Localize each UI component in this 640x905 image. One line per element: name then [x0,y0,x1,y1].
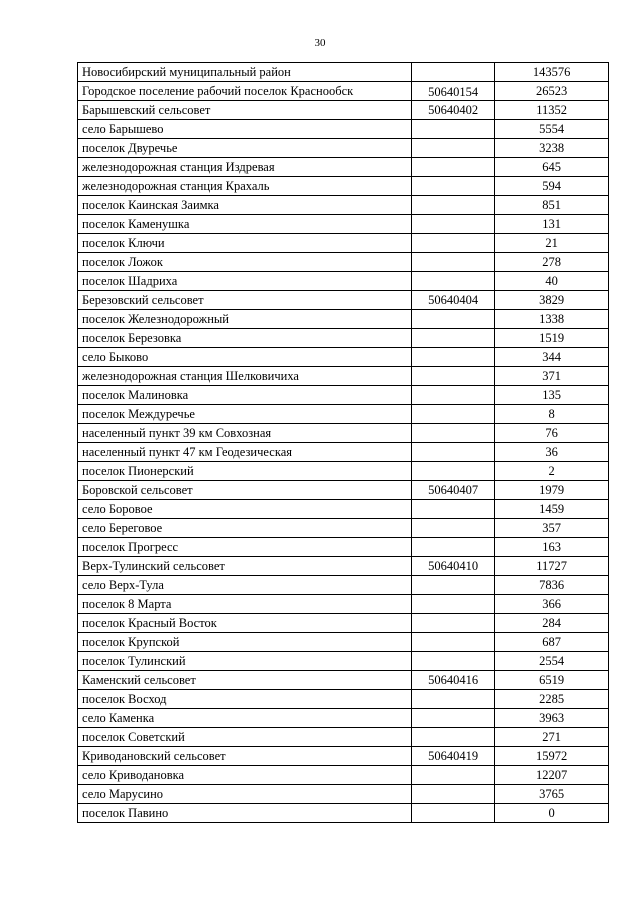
settlement-name-cell: железнодорожная станция Издревая [78,158,412,177]
table-row [78,310,609,329]
population-cell: 12207 [495,766,609,785]
table-row [78,500,609,519]
table-row [78,405,609,424]
oktmo-code-cell [412,386,495,405]
settlement-name-cell: поселок Березовка [78,329,412,348]
oktmo-code-cell: 50640402 [412,101,495,120]
population-cell: 0 [495,804,609,823]
oktmo-code-cell [412,576,495,595]
settlement-name-cell: Криводановский сельсовет [78,747,412,766]
table-row [78,804,609,823]
population-cell: 2554 [495,652,609,671]
population-cell: 357 [495,519,609,538]
table-row [78,519,609,538]
settlement-name-cell: железнодорожная станция Крахаль [78,177,412,196]
population-cell: 40 [495,272,609,291]
population-cell: 5554 [495,120,609,139]
settlement-name-cell: село Барышево [78,120,412,139]
oktmo-code-cell [412,519,495,538]
population-cell: 8 [495,405,609,424]
population-cell: 163 [495,538,609,557]
population-cell: 21 [495,234,609,253]
population-cell: 11727 [495,557,609,576]
settlement-name-cell: село Боровое [78,500,412,519]
population-cell: 15972 [495,747,609,766]
settlement-name-cell: поселок Ложок [78,253,412,272]
table-row [78,272,609,291]
population-cell: 135 [495,386,609,405]
table-row [78,63,609,82]
oktmo-code-cell [412,234,495,253]
table-row [78,481,609,500]
table-row [78,785,609,804]
settlement-name-cell: Верх-Тулинский сельсовет [78,557,412,576]
table-row [78,443,609,462]
settlement-name-cell: поселок Павино [78,804,412,823]
settlement-name-cell: населенный пункт 39 км Совхозная [78,424,412,443]
settlement-name-cell: поселок Ключи [78,234,412,253]
settlement-name-cell: поселок Крупской [78,633,412,652]
oktmo-code-cell [412,158,495,177]
population-cell: 3829 [495,291,609,310]
oktmo-code-cell [412,253,495,272]
population-cell: 3765 [495,785,609,804]
population-cell: 344 [495,348,609,367]
oktmo-code-cell [412,766,495,785]
oktmo-code-cell: 50640404 [412,291,495,310]
oktmo-code-cell [412,785,495,804]
oktmo-code-cell [412,424,495,443]
table-row [78,367,609,386]
settlement-name-cell: железнодорожная станция Шелковичиха [78,367,412,386]
population-cell: 284 [495,614,609,633]
population-cell: 7836 [495,576,609,595]
settlement-name-cell: поселок Тулинский [78,652,412,671]
table-row [78,424,609,443]
oktmo-code-cell [412,462,495,481]
settlement-name-cell: поселок Шадриха [78,272,412,291]
oktmo-code-cell [412,500,495,519]
settlement-name-cell: поселок Малиновка [78,386,412,405]
settlement-name-cell: поселок Восход [78,690,412,709]
table-row [78,215,609,234]
population-cell: 2 [495,462,609,481]
population-cell: 366 [495,595,609,614]
oktmo-code-cell [412,329,495,348]
oktmo-code-cell [412,652,495,671]
settlement-name-cell: Новосибирский муниципальный район [78,63,412,82]
table-row [78,728,609,747]
table-row [78,386,609,405]
population-cell: 687 [495,633,609,652]
table-row [78,671,609,690]
population-cell: 131 [495,215,609,234]
table-row [78,234,609,253]
settlement-name-cell: поселок Каменушка [78,215,412,234]
settlement-name-cell: Боровской сельсовет [78,481,412,500]
population-cell: 6519 [495,671,609,690]
population-cell: 1979 [495,481,609,500]
table-row [78,348,609,367]
oktmo-code-cell [412,367,495,386]
oktmo-code-cell [412,728,495,747]
population-cell: 26523 [495,82,609,101]
oktmo-code-cell [412,272,495,291]
settlement-name-cell: Березовский сельсовет [78,291,412,310]
table-row [78,747,609,766]
settlement-name-cell: село Быково [78,348,412,367]
population-cell: 271 [495,728,609,747]
table-row [78,462,609,481]
table-row [78,196,609,215]
oktmo-code-cell [412,348,495,367]
oktmo-code-cell: 50640419 [412,747,495,766]
population-cell: 371 [495,367,609,386]
table-row [78,120,609,139]
oktmo-code-cell [412,177,495,196]
settlement-name-cell: поселок Пионерский [78,462,412,481]
table-row [78,291,609,310]
table-row [78,766,609,785]
population-cell: 36 [495,443,609,462]
oktmo-code-cell [412,709,495,728]
settlement-name-cell: Городское поселение рабочий поселок Краснообск [78,82,412,101]
oktmo-code-cell [412,196,495,215]
population-cell: 594 [495,177,609,196]
table-row [78,101,609,120]
oktmo-code-cell [412,405,495,424]
oktmo-code-cell [412,595,495,614]
oktmo-code-cell [412,633,495,652]
population-cell: 851 [495,196,609,215]
population-cell: 3238 [495,139,609,158]
settlements-population-table [77,62,609,823]
settlement-name-cell: населенный пункт 47 км Геодезическая [78,443,412,462]
oktmo-code-cell [412,614,495,633]
oktmo-code-cell [412,310,495,329]
table-row [78,253,609,272]
oktmo-code-cell [412,63,495,82]
oktmo-code-cell: 50640154 [412,82,495,101]
table-row [78,595,609,614]
settlement-name-cell: поселок Красный Восток [78,614,412,633]
settlement-name-cell: село Каменка [78,709,412,728]
table-row [78,633,609,652]
population-cell: 3963 [495,709,609,728]
settlement-name-cell: село Криводановка [78,766,412,785]
table-row [78,329,609,348]
settlement-name-cell: Каменский сельсовет [78,671,412,690]
table-row [78,158,609,177]
oktmo-code-cell: 50640416 [412,671,495,690]
table-body [78,63,609,823]
settlement-name-cell: село Марусино [78,785,412,804]
table-row [78,652,609,671]
population-cell: 1338 [495,310,609,329]
population-cell: 1519 [495,329,609,348]
oktmo-code-cell [412,139,495,158]
oktmo-code-cell [412,215,495,234]
oktmo-code-cell [412,120,495,139]
table-row [78,139,609,158]
oktmo-code-cell [412,443,495,462]
oktmo-code-cell [412,804,495,823]
settlement-name-cell: село Верх-Тула [78,576,412,595]
table-row [78,538,609,557]
settlement-name-cell: поселок Советский [78,728,412,747]
settlement-name-cell: Барышевский сельсовет [78,101,412,120]
table-row [78,709,609,728]
settlement-name-cell: поселок Двуречье [78,139,412,158]
table-row [78,690,609,709]
table-row [78,614,609,633]
settlement-name-cell: поселок 8 Марта [78,595,412,614]
population-cell: 2285 [495,690,609,709]
settlement-name-cell: село Береговое [78,519,412,538]
settlement-name-cell: поселок Прогресс [78,538,412,557]
table-row [78,576,609,595]
population-cell: 278 [495,253,609,272]
oktmo-code-cell: 50640407 [412,481,495,500]
population-cell: 76 [495,424,609,443]
population-cell: 1459 [495,500,609,519]
settlement-name-cell: поселок Междуречье [78,405,412,424]
table-row [78,82,609,101]
settlement-name-cell: поселок Железнодорожный [78,310,412,329]
population-cell: 11352 [495,101,609,120]
settlement-name-cell: поселок Каинская Заимка [78,196,412,215]
oktmo-code-cell: 50640410 [412,557,495,576]
oktmo-code-cell [412,538,495,557]
oktmo-code-cell [412,690,495,709]
page-number: 30 [314,37,326,49]
table-row [78,557,609,576]
table-row [78,177,609,196]
population-cell: 143576 [495,63,609,82]
population-cell: 645 [495,158,609,177]
